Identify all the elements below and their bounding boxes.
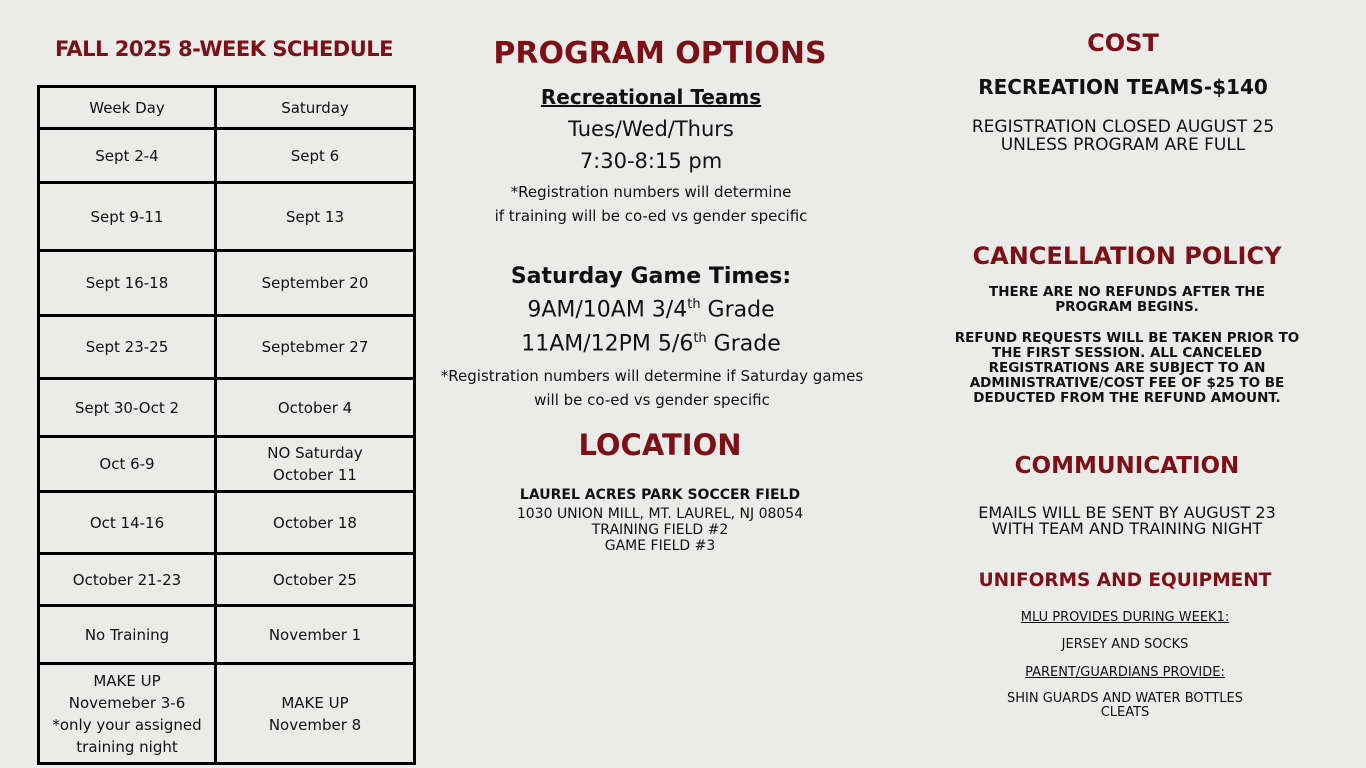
grade-5-6-text: 11AM/12PM 5/6 (521, 331, 694, 357)
schedule-table (37, 85, 416, 765)
grade-3-4-text: 9AM/10AM 3/4 (527, 297, 688, 323)
registration-closed-line-1: REGISTRATION CLOSED AUGUST 25 (971, 117, 1275, 137)
saturday-cell: November 1 (216, 606, 415, 664)
grade-5-6-time (440, 331, 862, 356)
table-row (39, 316, 415, 379)
week-day-cell: No Training (39, 606, 216, 664)
recreational-teams-title: Recreational Teams (540, 85, 762, 109)
recreational-time: 7:30-8:15 pm (579, 149, 723, 173)
header-week-day: Week Day (39, 87, 216, 129)
parent-item-cleats: CLEATS (1100, 705, 1150, 720)
registration-closed-note (940, 118, 1306, 154)
saturday-cell: September 20 (216, 251, 415, 316)
table-row (39, 492, 415, 554)
table-row (39, 129, 415, 183)
communication-title: COMMUNICATION (1014, 453, 1240, 479)
table-row (39, 606, 415, 664)
grade-5-6-suffix: Grade (706, 331, 781, 357)
recreational-days: Tues/Wed/Thurs (568, 117, 734, 141)
parent-item-shin-guards: SHIN GUARDS AND WATER BOTTLES (1006, 691, 1244, 706)
table-row (39, 554, 415, 606)
program-options-title: PROGRAM OPTIONS (493, 36, 827, 71)
table-row (39, 251, 415, 316)
cancellation-policy-title: CANCELLATION POLICY (972, 242, 1282, 270)
mlu-provided-items: JERSEY AND SOCKS (1061, 637, 1189, 652)
location-name: LAUREL ACRES PARK SOCCER FIELD (519, 487, 801, 503)
cancellation-paragraph-1: THERE ARE NO REFUNDS AFTER THE PROGRAM BEGINS. (989, 284, 1265, 315)
recreational-note: *Registration numbers will determine if training will be co-ed vs gender specific (494, 183, 808, 225)
saturday-note: *Registration numbers will determine if Saturday games will be co-ed vs gender specific (440, 367, 864, 409)
registration-closed-line-2: UNLESS PROGRAM ARE FULL (1000, 135, 1246, 155)
grade-5-6-sup: th (693, 331, 707, 346)
week-day-cell: Sept 9-11 (39, 183, 216, 251)
game-field: GAME FIELD #3 (604, 538, 716, 554)
saturday-cell: Septebmer 27 (216, 316, 415, 379)
grade-3-4-time (440, 297, 862, 322)
week-day-cell: Sept 16-18 (39, 251, 216, 316)
uniforms-equipment-title: UNIFORMS AND EQUIPMENT (978, 570, 1272, 591)
table-row (39, 183, 415, 251)
saturday-cell: October 18 (216, 492, 415, 554)
saturday-cell: NO Saturday October 11 (216, 437, 415, 492)
week-day-cell: Sept 30-Oct 2 (39, 379, 216, 437)
table-row (39, 664, 415, 764)
location-title: LOCATION (578, 428, 742, 462)
week-day-cell: MAKE UP Novemeber 3-6 *only your assigned training night (39, 664, 216, 764)
grade-3-4-suffix: Grade (700, 297, 775, 323)
saturday-cell: October 25 (216, 554, 415, 606)
header-saturday: Saturday (216, 87, 415, 129)
mlu-provides-heading: MLU PROVIDES DURING WEEK1: (1020, 610, 1230, 625)
table-row (39, 437, 415, 492)
week-day-cell: October 21-23 (39, 554, 216, 606)
cost-title: COST (1087, 29, 1159, 57)
saturday-game-times-title: Saturday Game Times: (510, 264, 792, 289)
saturday-cell: MAKE UP November 8 (216, 664, 415, 764)
communication-line-2: WITH TEAM AND TRAINING NIGHT (991, 519, 1263, 538)
table-header-row (39, 87, 415, 129)
week-day-cell: Oct 14-16 (39, 492, 216, 554)
training-field: TRAINING FIELD #2 (591, 522, 729, 538)
saturday-cell: Sept 6 (216, 129, 415, 183)
schedule-title: FALL 2025 8-WEEK SCHEDULE (54, 37, 393, 61)
location-address: 1030 UNION MILL, MT. LAUREL, NJ 08054 (516, 506, 804, 522)
table-row (39, 379, 415, 437)
saturday-cell: October 4 (216, 379, 415, 437)
cancellation-paragraph-2: REFUND REQUESTS WILL BE TAKEN PRIOR TO THE FIRST SESSION. ALL CANCELED REGISTRATIONS ARE SUBJECT TO AN ADMINISTRATIVE/COST FEE OF $25 TO BE DEDUCTED FROM THE REFUND AMOUNT. (954, 330, 1300, 406)
saturday-cell: Sept 13 (216, 183, 415, 251)
recreation-team-cost: RECREATION TEAMS-$140 (978, 75, 1268, 99)
communication-line-1: EMAILS WILL BE SENT BY AUGUST 23 (978, 503, 1276, 522)
week-day-cell: Sept 23-25 (39, 316, 216, 379)
week-day-cell: Oct 6-9 (39, 437, 216, 492)
grade-3-4-sup: th (687, 297, 701, 312)
parent-provides-heading: PARENT/GUARDIANS PROVIDE: (1025, 665, 1225, 680)
communication-text (940, 505, 1314, 537)
week-day-cell: Sept 2-4 (39, 129, 216, 183)
